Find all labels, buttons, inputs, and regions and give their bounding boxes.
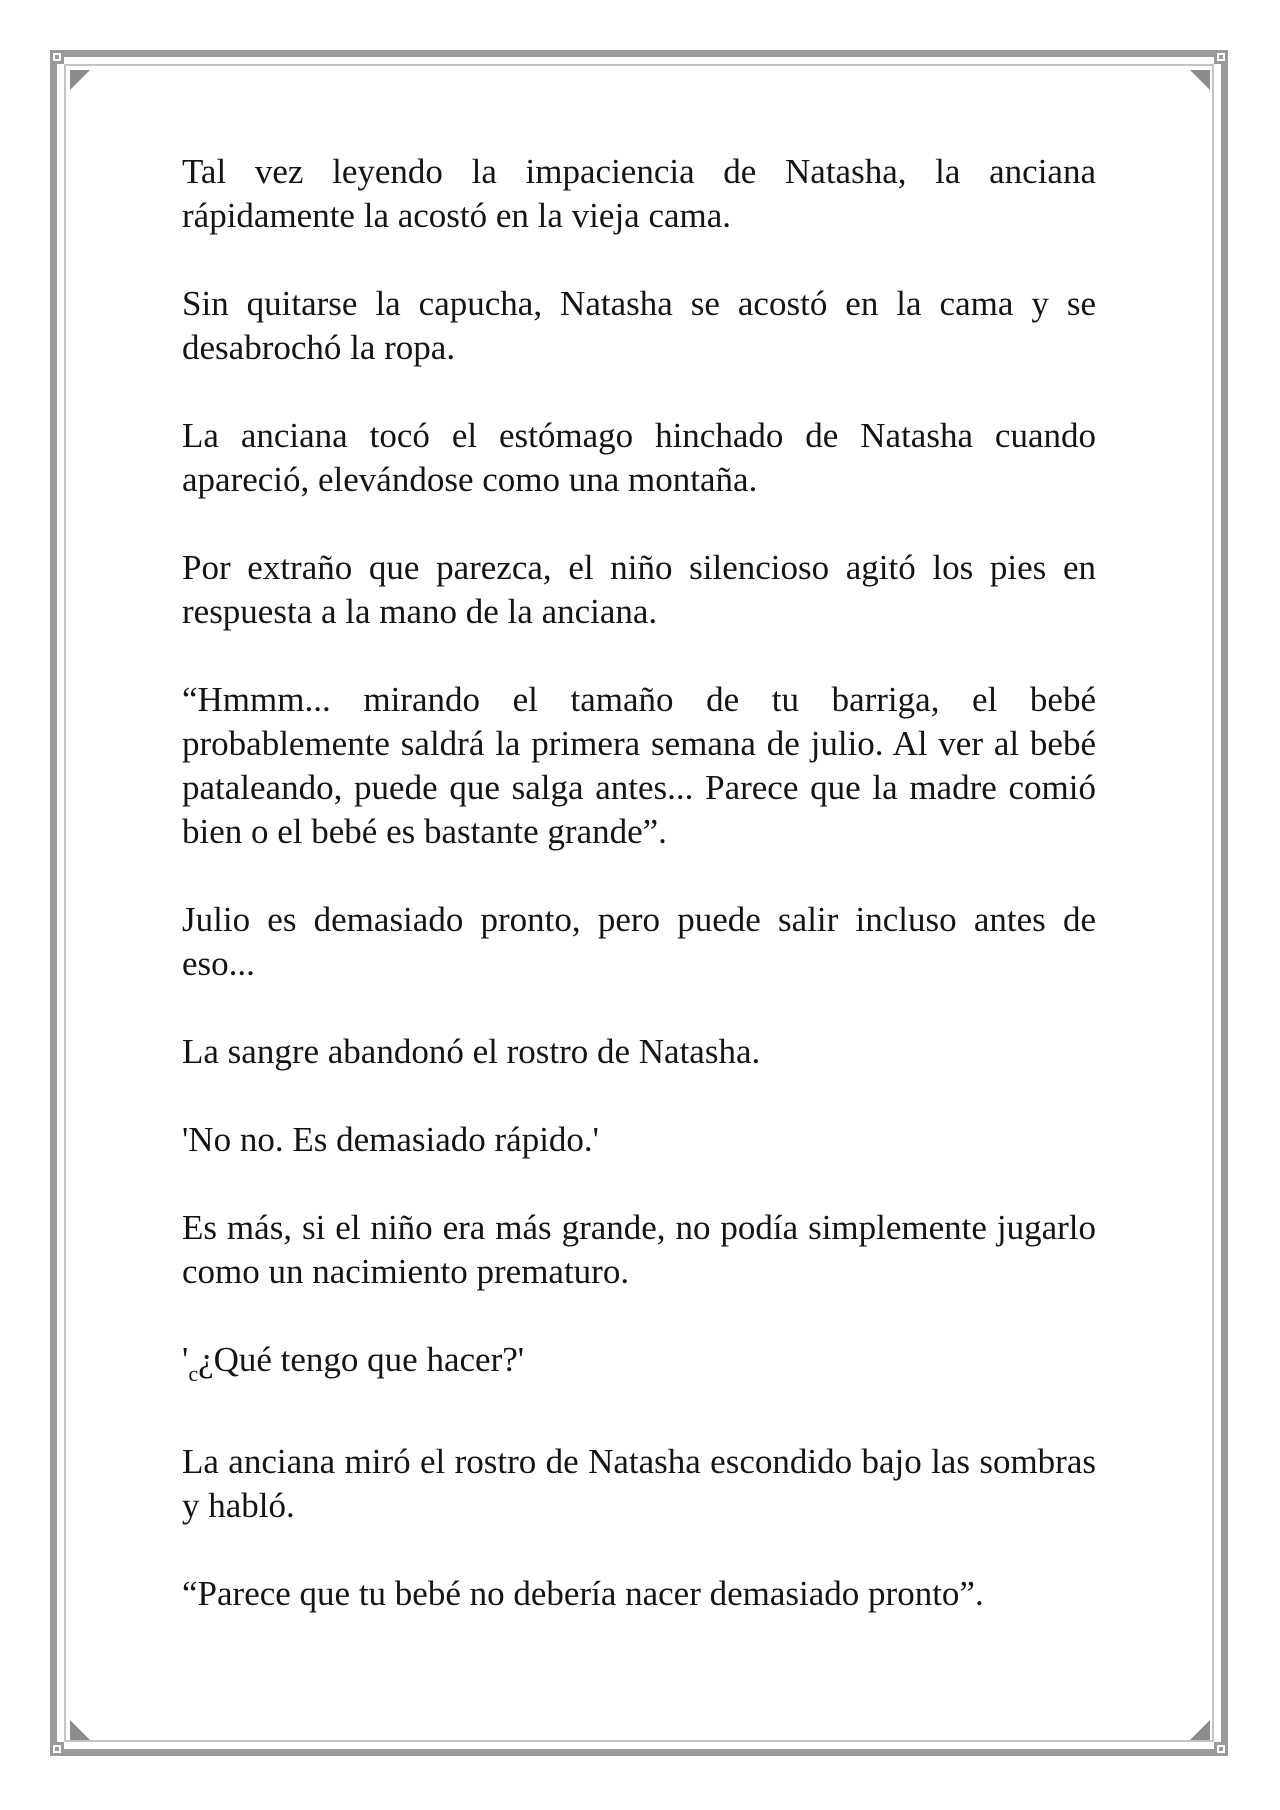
- paragraph: 'No no. Es demasiado rápido.': [182, 1120, 599, 1159]
- corner-ornament-bottom-left: [50, 1742, 64, 1756]
- stray-mark: c: [188, 1361, 199, 1386]
- corner-triangle-top-left: [70, 70, 90, 90]
- corner-triangle-top-right: [1190, 70, 1210, 90]
- stray-quote: ': [182, 1340, 189, 1379]
- paragraph: Es más, si el niño era más grande, no podía simplemente jugarlo como un nacimiento prematuro.: [182, 1208, 1096, 1291]
- paragraph: Tal vez leyendo la impaciencia de Natasha, la anciana rápidamente la acostó en la vieja cama.: [182, 152, 1096, 235]
- paragraph: La sangre abandonó el rostro de Natasha.: [182, 1032, 761, 1071]
- paragraph-with-mark: [182, 1338, 1096, 1396]
- corner-triangle-bottom-left: [70, 1720, 90, 1740]
- paragraph-text: ¿Qué tengo que hacer?': [198, 1340, 525, 1379]
- paragraph: La anciana miró el rostro de Natasha escondido bajo las sombras y habló.: [182, 1442, 1096, 1525]
- paragraph: “Parece que tu bebé no debería nacer demasiado pronto”.: [182, 1574, 984, 1613]
- text-body: [182, 150, 1096, 1660]
- corner-ornament-bottom-right: [1214, 1742, 1228, 1756]
- paragraph: “Hmmm... mirando el tamaño de tu barriga, el bebé probablemente saldrá la primera semana de julio. Al ver al bebé pataleando, puede que salga antes... Parece que la madre comió bien o el bebé es bastante grande”.: [182, 680, 1096, 851]
- corner-ornament-top-right: [1214, 50, 1228, 64]
- paragraph: Julio es demasiado pronto, pero puede salir incluso antes de eso...: [182, 900, 1096, 983]
- paragraph: Por extraño que parezca, el niño silencioso agitó los pies en respuesta a la mano de la anciana.: [182, 548, 1096, 631]
- paragraph: Sin quitarse la capucha, Natasha se acostó en la cama y se desabrochó la ropa.: [182, 284, 1096, 367]
- corner-triangle-bottom-right: [1190, 1720, 1210, 1740]
- paragraph: La anciana tocó el estómago hinchado de Natasha cuando apareció, elevándose como una montaña.: [182, 416, 1096, 499]
- corner-ornament-top-left: [50, 50, 64, 64]
